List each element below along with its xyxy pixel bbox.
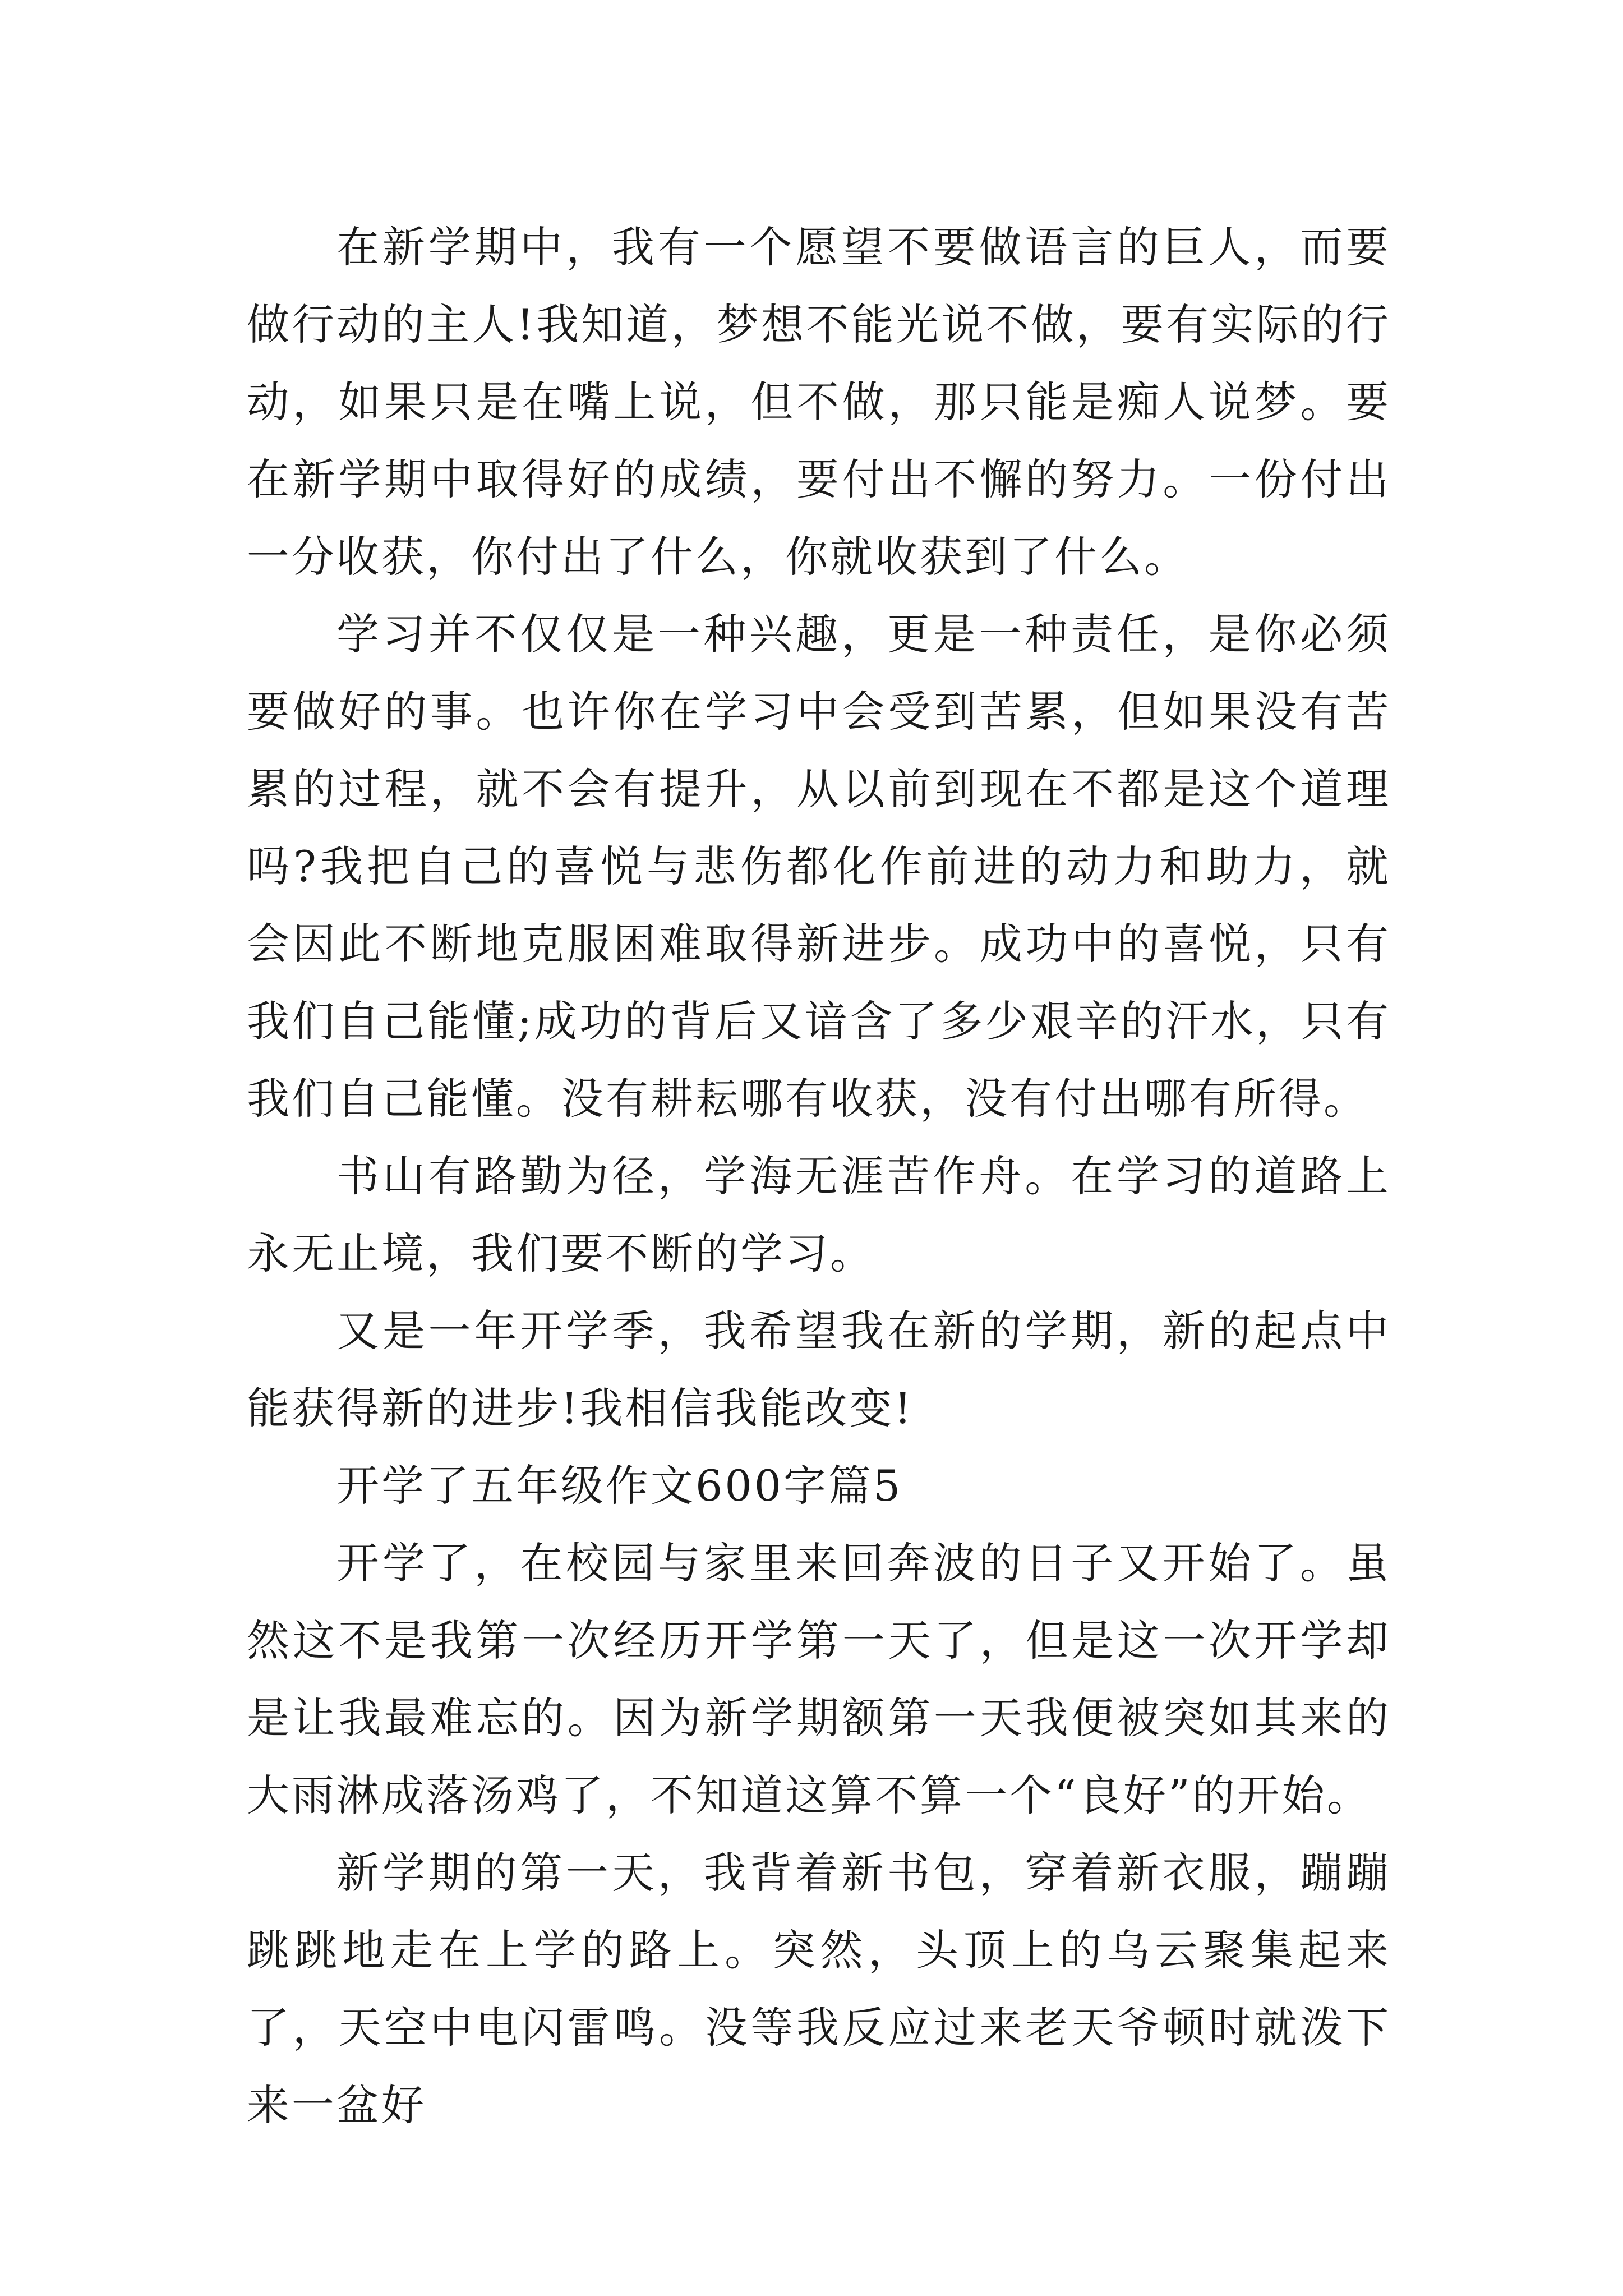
paragraph: 又是一年开学季，我希望我在新的学期，新的起点中能获得新的进步!我相信我能改变! <box>247 1306 1391 1433</box>
document-body <box>247 209 1391 2144</box>
paragraph: 学习并不仅仅是一种兴趣，更是一种责任，是你必须要做好的事。也许你在学习中会受到苦累，但如果没有苦累的过程，就不会有提升，从以前到现在不都是这个道理吗?我把自己的喜悦与悲伤都化作前进的动力和助力，就会因此不断地克服困难取得新进步。成功中的喜悦，只有我们自己能懂;成功的背后又谙含了多少艰辛的汗水，只有我们自己能懂。没有耕耘哪有收获，没有付出哪有所得。 <box>247 609 1391 1124</box>
paragraph: 在新学期中，我有一个愿望不要做语言的巨人，而要做行动的主人!我知道，梦想不能光说不做，要有实际的行动，如果只是在嘴上说，但不做，那只能是痴人说梦。要在新学期中取得好的成绩，要付出不懈的努力。一份付出一分收获，你付出了什么，你就收获到了什么。 <box>247 222 1391 582</box>
section-heading: 开学了五年级作文600字篇5 <box>336 1461 903 1511</box>
paragraph: 书山有路勤为径，学海无涯苦作舟。在学习的道路上永无止境，我们要不断的学习。 <box>247 1151 1391 1278</box>
paragraph: 新学期的第一天，我背着新书包，穿着新衣服，蹦蹦跳跳地走在上学的路上。突然，头顶上的乌云聚集起来了，天空中电闪雷鸣。没等我反应过来老天爷顿时就泼下来一盆好 <box>247 1848 1391 2130</box>
paragraph: 开学了，在校园与家里来回奔波的日子又开始了。虽然这不是我第一次经历开学第一天了，但是这一次开学却是让我最难忘的。因为新学期额第一天我便被突如其来的大雨淋成落汤鸡了，不知道这算不算一个“良好”的开始。 <box>247 1538 1391 1820</box>
